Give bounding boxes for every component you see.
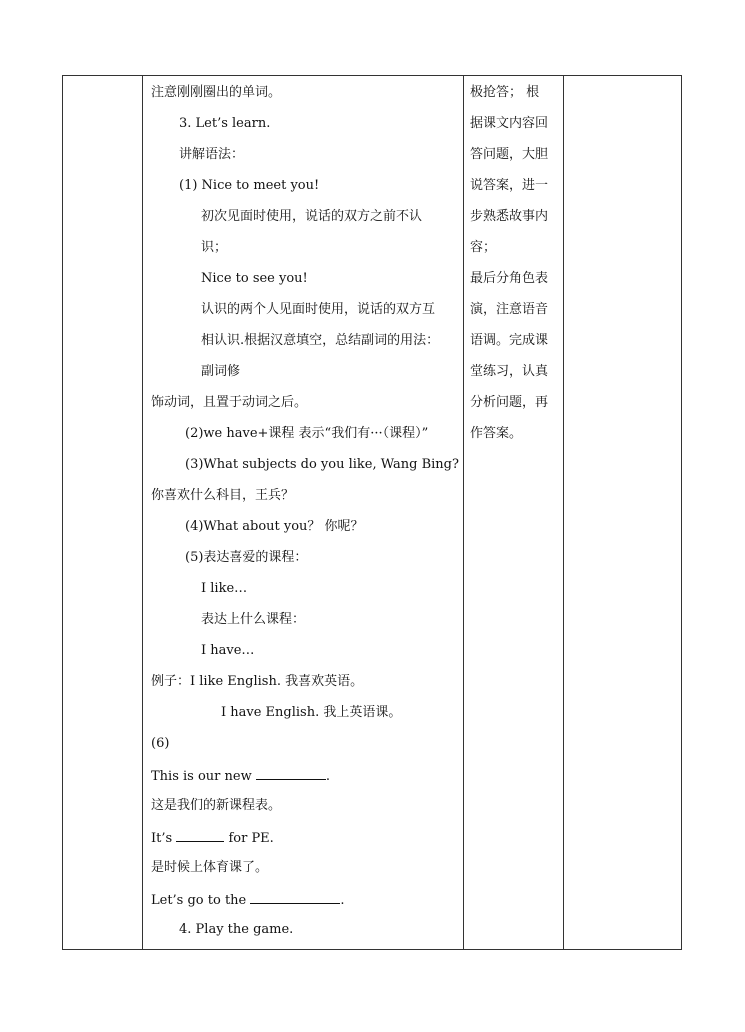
text-line: 识；: [201, 240, 228, 255]
text-line: 讲解语法：: [179, 147, 245, 162]
column-divider: [563, 76, 564, 949]
text-line: (4)What about you？ 你呢？: [185, 519, 364, 534]
text-line: Nice to see you!: [201, 271, 308, 286]
text-line: 最后分角色表: [470, 271, 549, 286]
text-line: 步熟悉故事内: [470, 209, 549, 224]
text-line: 语调。完成课: [470, 333, 549, 348]
lesson-table: [62, 75, 682, 950]
column-divider: [463, 76, 464, 949]
text-line: 认识的两个人见面时使用，说话的双方互: [201, 302, 436, 317]
text-line: 副词修: [201, 364, 241, 379]
text-line: 说答案，进一: [470, 178, 549, 193]
section-heading: 3. Let’s learn.: [179, 116, 271, 131]
fill-in-line: [151, 828, 274, 848]
text-line: 你喜欢什么科目，王兵？: [151, 488, 295, 503]
fill-blank: [250, 890, 340, 904]
text-line: 是时候上体育课了。: [151, 860, 269, 875]
column-divider: [142, 76, 143, 949]
text-line: 极抢答； 根: [470, 85, 540, 100]
text-line: (6): [151, 736, 170, 751]
text-line: (1) Nice to meet you!: [179, 178, 320, 193]
fill-blank: [176, 828, 224, 842]
text-line: 这是我们的新课程表。: [151, 798, 282, 813]
text-line: 例子：I like English. 我喜欢英语。: [151, 674, 364, 689]
text-fragment: for PE.: [228, 831, 274, 846]
text-line: (3)What subjects do you like, Wang Bing?: [185, 457, 459, 472]
fill-in-line: Let’s go to the .: [151, 890, 345, 910]
section-heading: 4. Play the game.: [179, 922, 294, 937]
text-fragment: This is our new: [151, 769, 252, 784]
text-fragment: It’s: [151, 831, 173, 846]
text-line: I like…: [201, 581, 248, 596]
text-fragment: Let’s go to the: [151, 893, 247, 908]
text-line: 表达上什么课程：: [201, 612, 306, 627]
fill-in-line: This is our new .: [151, 766, 330, 786]
text-line: 演，注意语音: [470, 302, 549, 317]
text-line: 饰动词，且置于动词之后。: [151, 395, 308, 410]
text-line: 作答案。: [470, 426, 523, 441]
text-line: 分析问题，再: [470, 395, 549, 410]
text-line: 注意刚刚圈出的单词。: [151, 85, 282, 100]
text-line: 容；: [470, 240, 497, 255]
text-line: I have…: [201, 643, 255, 658]
text-line: 堂练习，认真: [470, 364, 549, 379]
text-line: 答问题，大胆: [470, 147, 549, 162]
text-line: 相认识.根据汉意填空，总结副词的用法：: [201, 333, 440, 348]
text-line: I have English. 我上英语课。: [221, 705, 402, 720]
text-line: 初次见面时使用，说话的双方之前不认: [201, 209, 423, 224]
text-line: 据课文内容回: [470, 116, 549, 131]
fill-blank: [256, 766, 326, 780]
text-line: (5)表达喜爱的课程：: [185, 550, 308, 565]
text-line: (2)we have+课程 表示“我们有···（课程）”: [185, 426, 429, 441]
